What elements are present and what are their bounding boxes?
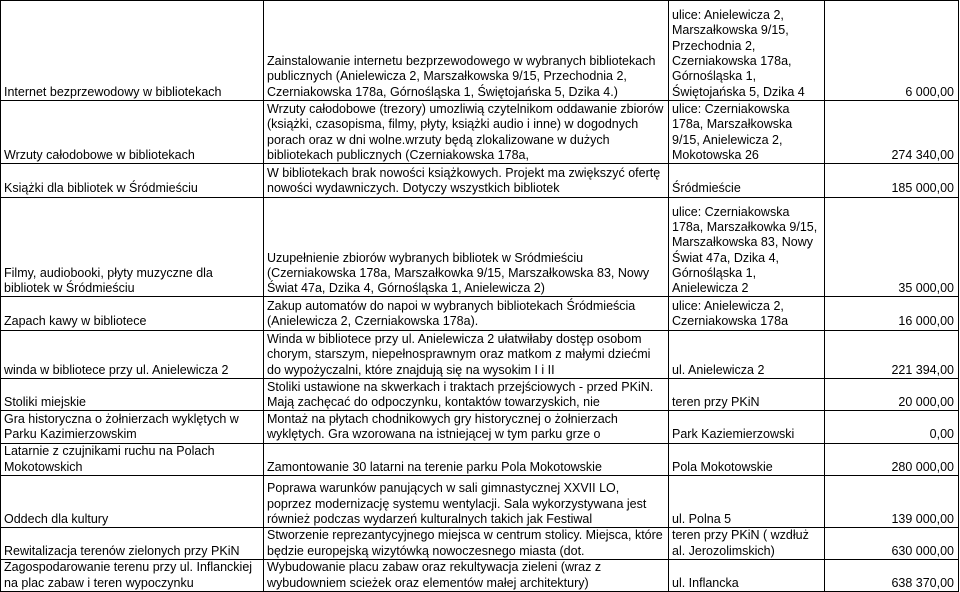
project-location-cell[interactable]: ul. Polna 5 <box>669 475 825 527</box>
project-description-cell[interactable]: Stworzenie reprezantycyjnego miejsca w centrum stolicy. Miejsca, które będzie europejską wizytówką nowoczesnego miasta (dot. <box>264 528 669 560</box>
project-description-cell[interactable]: Wrzuty całodobowe (trezory) umozliwią czytelnikom oddawanie zbiorów (książki, czasopisma, filmy, płyty, książki audio i inne) w dogodnych porach oraz w dni wolne.wrzuty będą zlokalizowane w dużych bibliotekach publicznych (Czerniakowska 178a, <box>264 100 669 164</box>
project-amount-cell[interactable]: 6 000,00 <box>825 1 959 101</box>
project-name-cell[interactable]: Książki dla bibliotek w Śródmieściu <box>1 164 264 197</box>
table-row <box>1 330 959 378</box>
project-name-cell[interactable]: winda w bibliotece przy ul. Anielewicza 2 <box>1 330 264 378</box>
project-description-cell[interactable]: Stoliki ustawione na skwerkach i traktach przejściowych - przed PKiN. Mają zachęcać do odpoczynku, kontaktów towarzyskich, nie <box>264 379 669 411</box>
project-description-cell[interactable]: Wybudowanie placu zabaw oraz rekultywacja zieleni (wraz z wybudowniem scieżek oraz elementów małej architektury) <box>264 560 669 592</box>
project-amount-cell[interactable]: 221 394,00 <box>825 330 959 378</box>
project-location-cell[interactable]: ul. Anielewicza 2 <box>669 330 825 378</box>
project-location-cell[interactable]: Park Kaziemierzowski <box>669 411 825 443</box>
table-row <box>1 1 959 101</box>
project-amount-cell[interactable]: 280 000,00 <box>825 443 959 475</box>
table-row <box>1 560 959 592</box>
project-amount-cell[interactable]: 20 000,00 <box>825 379 959 411</box>
table-row <box>1 100 959 164</box>
project-amount-cell[interactable]: 638 370,00 <box>825 560 959 592</box>
project-description-cell[interactable]: Zamontowanie 30 latarni na terenie parku Pola Mokotowskie <box>264 443 669 475</box>
project-amount-cell[interactable]: 35 000,00 <box>825 197 959 297</box>
project-description-cell[interactable]: Montaż na płytach chodnikowych gry historycznej o żołnierzach wyklętych. Gra wzorowana na istniejącej w tym parku grze o <box>264 411 669 443</box>
project-location-cell[interactable]: ulice: Czerniakowska 178a, Marszałkowska 9/15, Anielewicza 2, Mokotowska 26 <box>669 100 825 164</box>
table-row <box>1 475 959 527</box>
table-row <box>1 379 959 411</box>
project-name-cell[interactable]: Internet bezprzewodowy w bibliotekach <box>1 1 264 101</box>
project-location-cell[interactable]: ul. Inflancka <box>669 560 825 592</box>
project-name-cell[interactable]: Stoliki miejskie <box>1 379 264 411</box>
project-name-cell[interactable]: Zapach kawy w bibliotece <box>1 297 264 330</box>
project-description-cell[interactable]: Zakup automatów do napoi w wybranych bibliotekach Śródmieścia (Anielewicza 2, Czerniakowska 178a). <box>264 297 669 330</box>
project-amount-cell[interactable]: 630 000,00 <box>825 528 959 560</box>
table-row <box>1 164 959 197</box>
project-amount-cell[interactable]: 0,00 <box>825 411 959 443</box>
project-name-cell[interactable]: Rewitalizacja terenów zielonych przy PKiN <box>1 528 264 560</box>
project-name-cell[interactable]: Gra historyczna o żołnierzach wyklętych w Parku Kazimierzowskim <box>1 411 264 443</box>
project-location-cell[interactable]: Pola Mokotowskie <box>669 443 825 475</box>
project-name-cell[interactable]: Wrzuty całodobowe w bibliotekach <box>1 100 264 164</box>
table-row <box>1 197 959 297</box>
project-location-cell[interactable]: teren przy PKiN ( wzdłuż al. Jerozolimskich) <box>669 528 825 560</box>
project-name-cell[interactable]: Latarnie z czujnikami ruchu na Polach Mokotowskich <box>1 443 264 475</box>
project-location-cell[interactable]: ulice: Anielewicza 2, Marszałkowska 9/15, Przechodnia 2, Czerniakowska 178a, Górnośląska 1, Świętojańska 5, Dzika 4 <box>669 1 825 101</box>
project-name-cell[interactable]: Filmy, audiobooki, płyty muzyczne dla bibliotek w Śródmieściu <box>1 197 264 297</box>
project-description-cell[interactable]: Winda w bibliotece przy ul. Anielewicza 2 ułatwiłaby dostęp osobom chorym, starszym, niepełnosprawnym oraz matkom z małymi dziećmi do wypożyczalni, które znajdują się na wysokim I i II <box>264 330 669 378</box>
project-name-cell[interactable]: Zagospodarowanie terenu przy ul. Inflanckiej na plac zabaw i teren wypoczynku <box>1 560 264 592</box>
project-name-cell[interactable]: Oddech dla kultury <box>1 475 264 527</box>
project-amount-cell[interactable]: 185 000,00 <box>825 164 959 197</box>
project-location-cell[interactable]: Śródmieście <box>669 164 825 197</box>
project-location-cell[interactable]: ulice: Czerniakowska 178a, Marszałkowka 9/15, Marszałkowska 83, Nowy Świat 47a, Dzika 4, Górnośląska 1, Anielewicza 2 <box>669 197 825 297</box>
project-location-cell[interactable]: ulice: Anielewicza 2, Czerniakowska 178a <box>669 297 825 330</box>
project-description-cell[interactable]: Poprawa warunków panujących w sali gimnastycznej XXVII LO, poprzez modernizację systemu wentylacji. Sala wykorzystywana jest również podczas wydarzeń kulturalnych takich jak Festiwal <box>264 475 669 527</box>
table-row <box>1 411 959 443</box>
table-row <box>1 443 959 475</box>
table-row <box>1 528 959 560</box>
project-description-cell[interactable]: W bibliotekach brak nowości książkowych. Projekt ma zwiększyć ofertę nowości wydawniczych. Dotyczy wszystkich bibliotek <box>264 164 669 197</box>
project-amount-cell[interactable]: 274 340,00 <box>825 100 959 164</box>
project-amount-cell[interactable]: 139 000,00 <box>825 475 959 527</box>
project-description-cell[interactable]: Uzupełnienie zbiorów wybranych bibliotek w Sródmieściu (Czerniakowska 178a, Marszałkowka 9/15, Marszałkowska 83, Nowy Świat 47a, Dzika 4, Górnośląska 1, Anielewicza 2) <box>264 197 669 297</box>
project-description-cell[interactable]: Zainstalowanie internetu bezprzewodowego w wybranych bibliotekach publicznych (Anielewicza 2, Marszałkowska 9/15, Przechodnia 2, Czerniakowska 178a, Górnośląska 1, Świętojańska 5, Dzika 4.) <box>264 1 669 101</box>
project-amount-cell[interactable]: 16 000,00 <box>825 297 959 330</box>
table-row <box>1 297 959 330</box>
project-location-cell[interactable]: teren przy PKiN <box>669 379 825 411</box>
